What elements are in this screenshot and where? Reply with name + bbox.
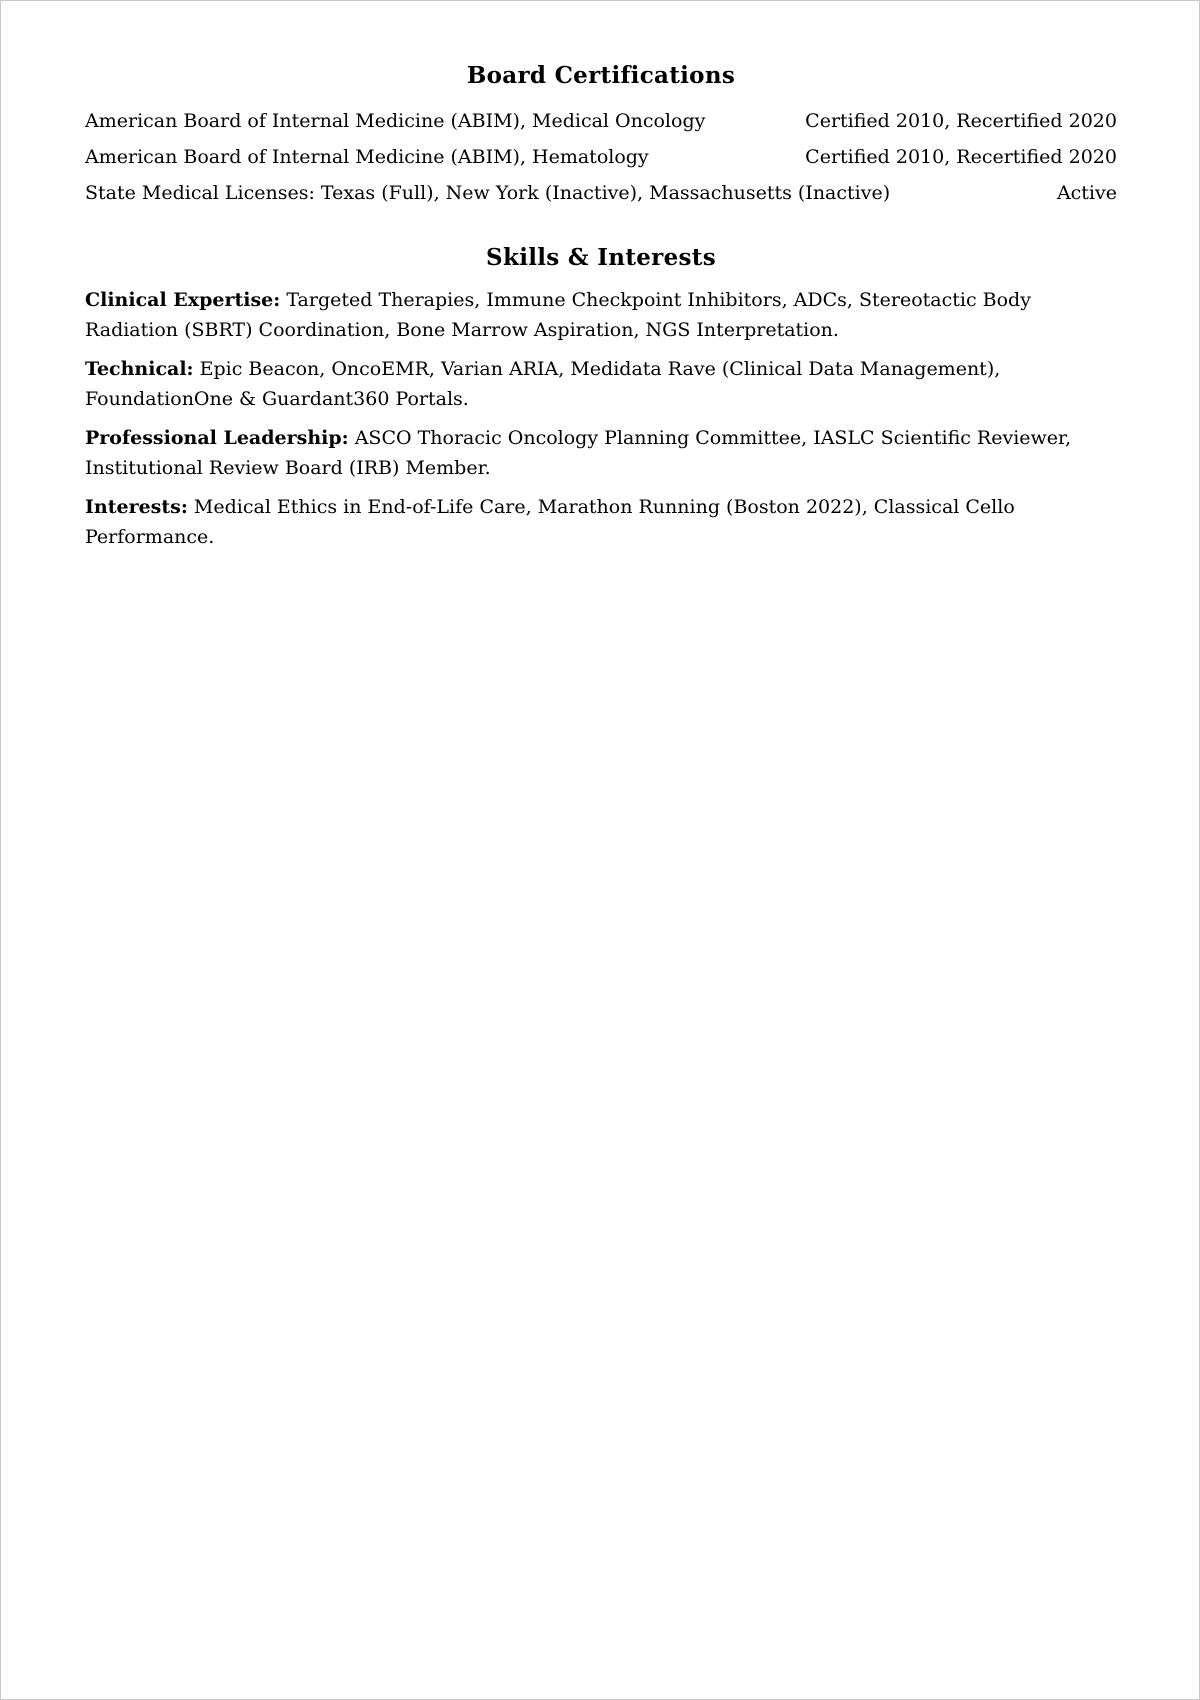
board-certifications-heading: Board Certifications — [466, 62, 736, 89]
certification-row — [85, 175, 1117, 211]
certification-row — [85, 139, 1117, 175]
section-spacer — [85, 211, 1117, 241]
skill-text: ASCO Thoracic Oncology Planning Committee, IASLC Scientific Reviewer, Institutional Review Board (IRB) Member. — [85, 427, 1072, 479]
certification-status: Certified 2010, Recertified 2020 — [805, 110, 1117, 132]
skill-text: Epic Beacon, OncoEMR, Varian ARIA, Medidata Rave (Clinical Data Management), FoundationOne & Guardant360 Portals. — [85, 358, 1001, 410]
skill-label: Professional Leadership: — [85, 427, 349, 449]
certification-status: Active — [1056, 182, 1117, 204]
page-content — [85, 59, 1117, 561]
skill-text: Targeted Therapies, Immune Checkpoint Inhibitors, ADCs, Stereotactic Body Radiation (SBRT) Coordination, Bone Marrow Aspiration, NGS Interpretation. — [85, 289, 1031, 341]
certification-name: American Board of Internal Medicine (ABIM), Hematology — [85, 146, 649, 168]
certification-name: State Medical Licenses: Texas (Full), New York (Inactive), Massachusetts (Inactive) — [85, 182, 891, 204]
certification-row — [85, 103, 1117, 139]
board-certifications-section — [85, 59, 1117, 211]
skills-interests-section — [85, 241, 1117, 552]
skill-item-technical — [85, 354, 1117, 414]
skill-text: Medical Ethics in End-of-Life Care, Marathon Running (Boston 2022), Classical Cello Performance. — [85, 496, 1015, 548]
skill-label: Interests: — [85, 496, 188, 518]
skill-label: Technical: — [85, 358, 194, 380]
skills-interests-heading: Skills & Interests — [486, 244, 716, 271]
skill-item-interests — [85, 492, 1117, 552]
skill-label: Clinical Expertise: — [85, 289, 281, 311]
skill-item-professional-leadership — [85, 423, 1117, 483]
certification-status: Certified 2010, Recertified 2020 — [805, 146, 1117, 168]
skill-item-clinical-expertise — [85, 285, 1117, 345]
certification-name: American Board of Internal Medicine (ABIM), Medical Oncology — [85, 110, 706, 132]
